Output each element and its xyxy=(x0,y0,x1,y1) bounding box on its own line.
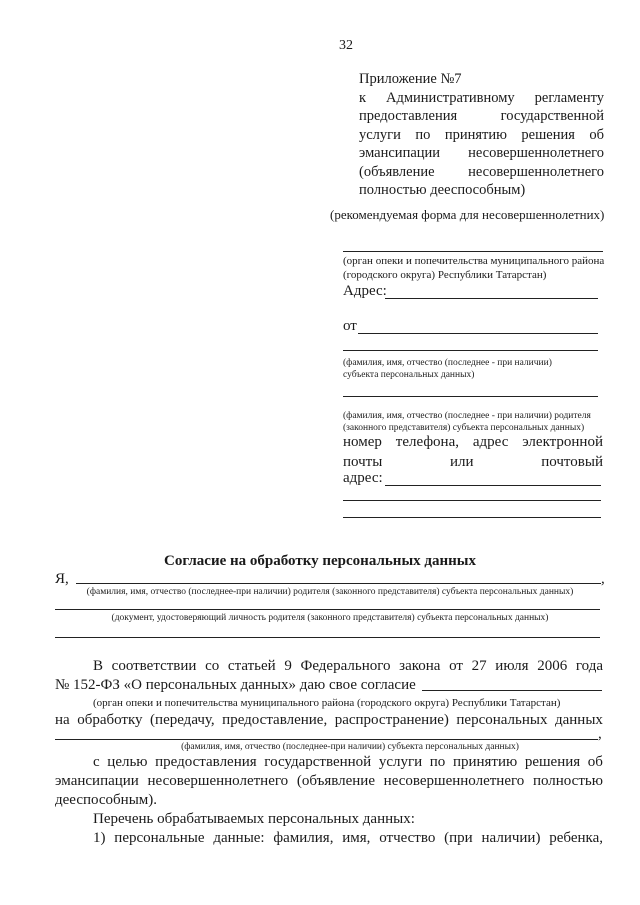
authority-caption: (орган опеки и попечительства муниципального района (городского округа) Республики Татарстан) xyxy=(343,255,605,281)
document-title: Согласие на обработку персональных данных xyxy=(163,553,476,569)
subject-name-caption: (фамилия, имя, отчество (последнее-при наличии) субъекта персональных данных) xyxy=(181,742,519,752)
para2-line3: дееспособным). xyxy=(55,792,158,808)
address-field[interactable] xyxy=(385,298,598,299)
parent-name-caption: (фамилия, имя, отчество (последнее-при наличии) родителя (законного представителя) субъекта персональных данных) xyxy=(86,587,574,597)
comma-mark-2: , xyxy=(598,726,602,742)
authority-field[interactable] xyxy=(343,251,603,252)
appendix-line-4: услуги по принятию решения об xyxy=(359,126,604,143)
i-label: Я, xyxy=(55,571,69,587)
parent-name-field[interactable] xyxy=(76,583,601,584)
from-label: от xyxy=(343,318,357,334)
authority-consent-caption: (орган опеки и попечительства муниципального района (городского округа) Республики Татарстан) xyxy=(93,697,561,709)
para1-line2: № 152-ФЗ «О персональных данных» даю свое согласие xyxy=(55,677,416,693)
appendix-line-2: к Административному регламенту xyxy=(359,89,604,106)
appendix-line-7: полностью дееспособным) xyxy=(359,182,526,198)
contact-field-1[interactable] xyxy=(385,485,601,486)
parent-document-field[interactable] xyxy=(55,609,600,610)
appendix-line-5: эмансипации несовершеннолетнего xyxy=(359,145,604,161)
contact-label-line-1: номер телефона, адрес электронной xyxy=(343,434,603,450)
from-field[interactable] xyxy=(358,333,598,334)
para1-line3: на обработку (передачу, предоставление, распространение) персональных данных xyxy=(55,712,603,728)
comma-mark: , xyxy=(601,571,605,587)
form-note: (рекомендуемая форма для несовершеннолетних) xyxy=(330,207,605,222)
para2-line1: с целью предоставления государственной услуги по принятию решения об xyxy=(93,754,603,770)
appendix-line-3: предоставления государственной xyxy=(359,108,604,124)
authority-consent-field[interactable] xyxy=(422,690,602,691)
contact-label-line-3: адрес: xyxy=(343,470,383,486)
list-item-1: 1) персональные данные: фамилия, имя, отчество (при наличии) ребенка, xyxy=(93,830,603,846)
subject-name-field[interactable] xyxy=(55,739,598,740)
contact-label-line-2: почты или почтовый xyxy=(343,454,603,470)
from-field-2[interactable] xyxy=(343,350,598,351)
parent-document-caption: (документ, удостоверяющий личность родителя (законного представителя) субъекта персональных данных) xyxy=(111,613,549,623)
appendix-title: Приложение №7 xyxy=(359,71,462,87)
para2-line2: эмансипации несовершеннолетнего (объявление несовершеннолетнего полностью xyxy=(55,773,603,789)
appendix-line-6: (объявление несовершеннолетнего xyxy=(359,163,604,180)
page-number: 32 xyxy=(339,38,353,53)
appendix-header xyxy=(359,70,604,200)
parent-fio-caption: (фамилия, имя, отчество (последнее - при наличии) родителя (законного представителя) субъекта персональных данных) xyxy=(343,411,591,433)
list-intro: Перечень обрабатываемых персональных данных: xyxy=(93,811,415,827)
contact-field-3[interactable] xyxy=(343,517,601,518)
para1-line1: В соответствии со статьей 9 Федерального закона от 27 июля 2006 года xyxy=(93,658,603,674)
parent-fio-field[interactable] xyxy=(343,396,598,397)
parent-document-field-2[interactable] xyxy=(55,637,600,638)
subject-fio-caption: (фамилия, имя, отчество (последнее - при наличии) субъекта персональных данных) xyxy=(343,358,552,380)
address-label: Адрес: xyxy=(343,283,387,299)
contact-field-2[interactable] xyxy=(343,500,601,501)
